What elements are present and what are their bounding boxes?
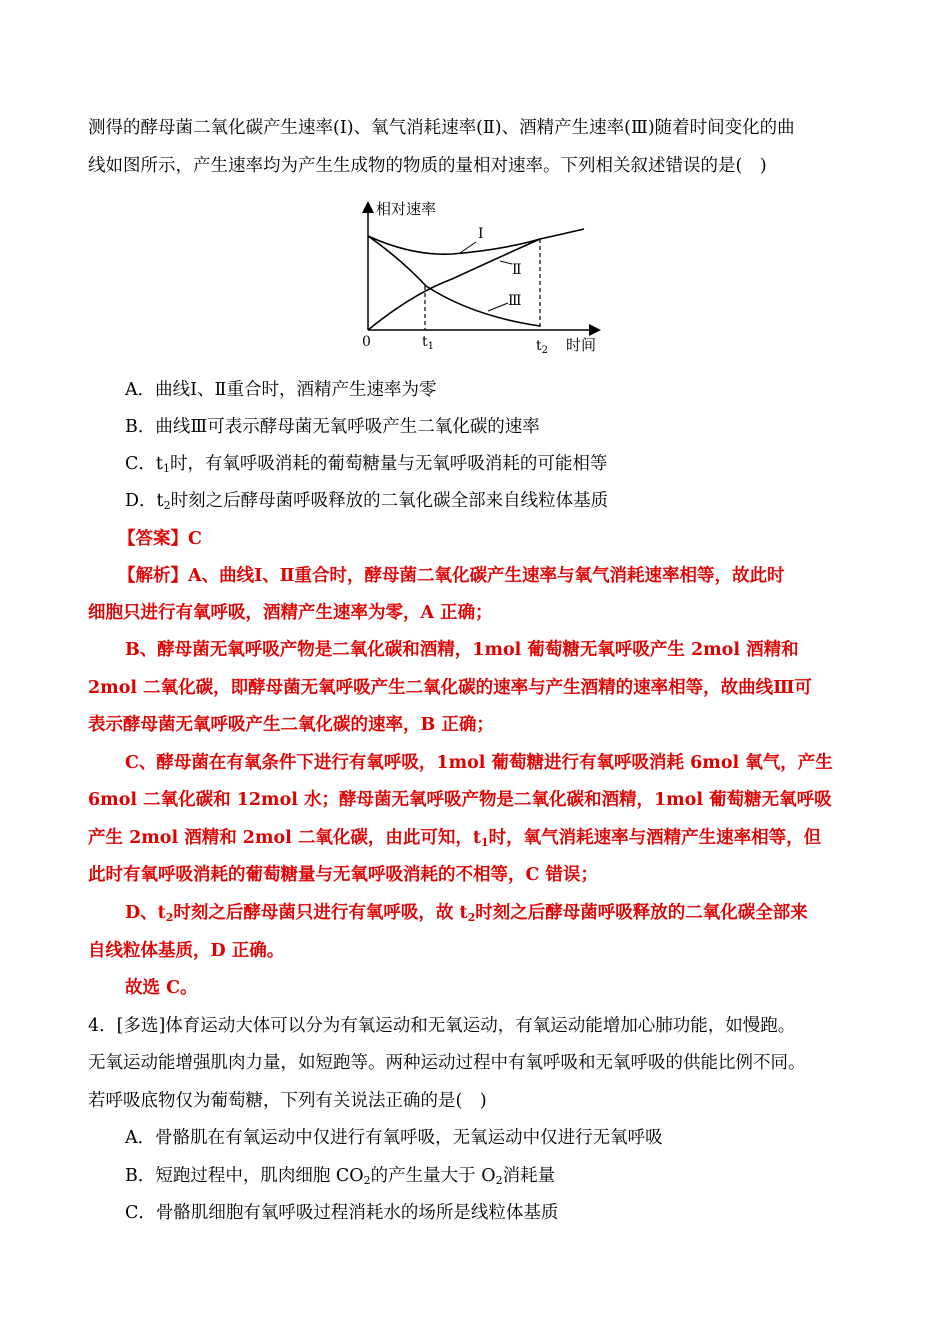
origin-label: 0 — [362, 334, 371, 350]
curve-III-label: Ⅲ — [508, 293, 522, 309]
analysis-c-line-4: 此时有氧呼吸消耗的葡萄糖量与无氧呼吸消耗的不相等，C 错误； — [88, 865, 599, 885]
curve-II — [368, 239, 540, 330]
curve-I-label: Ⅰ — [478, 226, 484, 242]
question-stem-line-1: 测得的酵母菌二氧化碳产生速率(Ⅰ)、氧气消耗速率(Ⅱ)、酒精产生速率(Ⅲ)随着时间变化的曲 — [88, 118, 795, 138]
analysis-conclusion: 故选 C。 — [125, 978, 198, 998]
analysis-b-line-2: 2mol 二氧化碳，即酵母菌无氧呼吸产生二氧化碳的速率与产生酒精的速率相等，故曲线Ⅲ可 — [88, 678, 812, 698]
q4-option-c: C．骨骼肌细胞有氧呼吸过程消耗水的场所是线粒体基质 — [125, 1203, 559, 1223]
analysis-a-line-1: 【解析】A、曲线Ⅰ、Ⅱ重合时，酵母菌二氧化碳产生速率与氧气消耗速率相等，故此时 — [118, 566, 785, 586]
analysis-c-line-2: 6mol 二氧化碳和 12mol 水；酵母菌无氧呼吸产物是二氧化碳和酒精，1mol 葡萄糖无氧呼吸 — [88, 790, 832, 810]
answer: 【答案】C — [118, 529, 202, 549]
rate-time-graph — [352, 198, 622, 358]
question-4-stem-line-3: 若呼吸底物仅为葡萄糖，下列有关说法正确的是( ) — [88, 1091, 487, 1111]
question-stem-line-2: 线如图所示，产生速率均为产生生成物的物质的量相对速率。下列相关叙述错误的是( ) — [88, 156, 767, 176]
curve-II-leader — [500, 261, 512, 264]
analysis-c-line-1: C、酵母菌在有氧条件下进行有氧呼吸，1mol 葡萄糖进行有氧呼吸消耗 6mol 氧气，产生 — [125, 753, 833, 773]
x-axis-label: 时间 — [566, 336, 597, 354]
option-d: D．$t_2$时刻之后酵母菌呼吸释放的二氧化碳全部来自线粒体基质 — [125, 491, 609, 512]
question-4-stem-line-1: 4．[多选]体育运动大体可以分为有氧运动和无氧运动，有氧运动能增加心肺功能，如慢跑。 — [88, 1016, 796, 1036]
analysis-d-line-2: 自线粒体基质，D 正确。 — [88, 941, 285, 961]
option-c: C．$t_1$时，有氧呼吸消耗的葡萄糖量与无氧呼吸消耗的可能相等 — [125, 454, 608, 475]
t1-label: $t_1$ — [422, 334, 435, 352]
option-a: A．曲线Ⅰ、Ⅱ重合时，酒精产生速率为零 — [125, 380, 437, 400]
analysis-b-line-1: B、酵母菌无氧呼吸产物是二氧化碳和酒精，1mol 葡萄糖无氧呼吸产生 2mol 酒精和 — [125, 640, 799, 660]
analysis-a-line-2: 细胞只进行有氧呼吸，酒精产生速率为零，A 正确； — [88, 603, 493, 623]
curve-I — [368, 229, 584, 254]
y-axis-label: 相对速率 — [376, 200, 437, 218]
question-4-stem-line-2: 无氧运动能增强肌肉力量，如短跑等。两种运动过程中有氧呼吸和无氧呼吸的供能比例不同。 — [88, 1053, 806, 1073]
rate-time-figure — [352, 198, 622, 358]
q4-option-a: A．骨骼肌在有氧运动中仅进行有氧呼吸，无氧运动中仅进行无氧呼吸 — [125, 1128, 663, 1148]
q4-option-b: B．短跑过程中，肌肉细胞 $CO_2$的产生量大于 $O_2$消耗量 — [125, 1166, 556, 1187]
curve-II-label: Ⅱ — [512, 262, 522, 278]
option-b: B．曲线Ⅲ可表示酵母菌无氧呼吸产生二氧化碳的速率 — [125, 417, 540, 437]
analysis-c-line-3: 产生 2mol 酒精和 2mol 二氧化碳，由此可知，$t_1$时，氧气消耗速率与酒精产生速率相等，但 — [88, 828, 822, 849]
analysis-d-line-1: D、$t_2$时刻之后酵母菌只进行有氧呼吸，故 $t_2$时刻之后酵母菌呼吸释放的二氧化碳全部来 — [125, 903, 808, 924]
analysis-b-line-3: 表示酵母菌无氧呼吸产生二氧化碳的速率，B 正确； — [88, 715, 494, 735]
t2-label: $t_2$ — [536, 338, 549, 356]
curve-III — [368, 236, 540, 326]
curve-III-leader — [488, 303, 508, 311]
